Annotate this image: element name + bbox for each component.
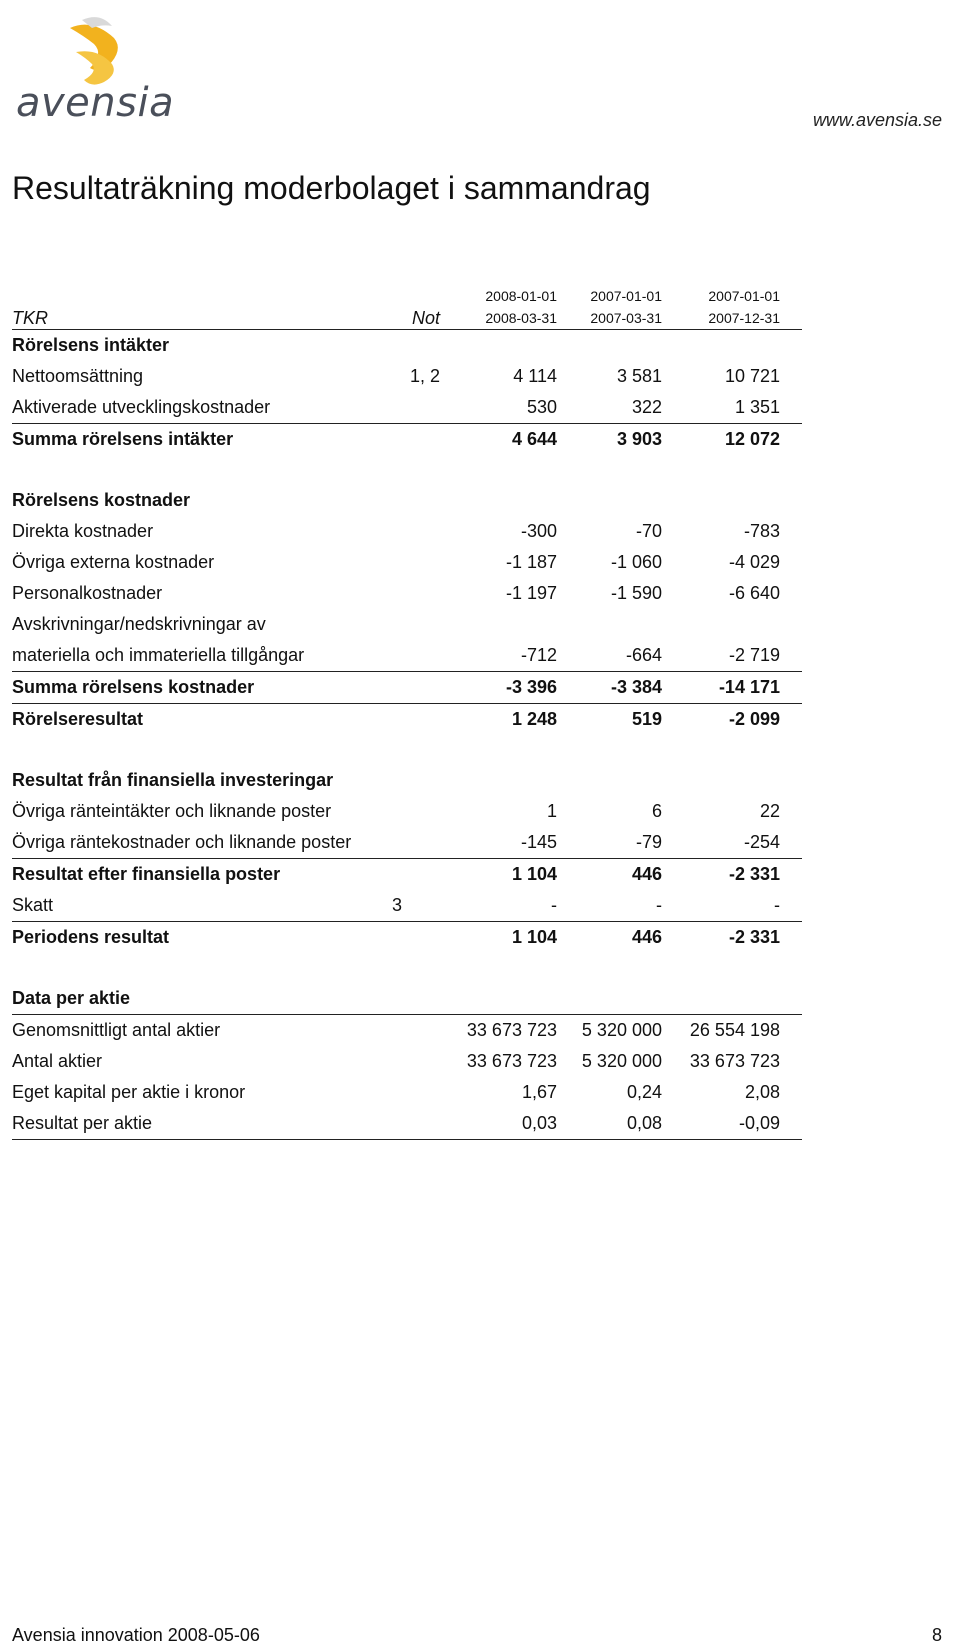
table-row: [12, 1046, 802, 1077]
table-row-total: [12, 704, 802, 735]
table-row-total: [12, 672, 802, 704]
period-1-to: 2008-03-31: [485, 310, 557, 326]
row-value-1: -712: [520, 645, 557, 665]
section-heading: [12, 485, 802, 516]
row-value-1: 1 248: [511, 709, 557, 729]
row-value-1: 33 673 723: [466, 1051, 557, 1071]
row-value-2: 5 320 000: [581, 1051, 662, 1071]
table-row: [12, 827, 802, 859]
period-3-to: 2007-12-31: [708, 310, 780, 326]
table-row: [12, 361, 802, 392]
row-value-1: 4 114: [513, 366, 557, 386]
row-value-1: -: [551, 895, 557, 915]
row-value-2: -3 384: [610, 677, 662, 697]
row-value-3: 12 072: [724, 429, 780, 449]
row-value-1: -145: [520, 832, 557, 852]
row-label: Rörelseresultat: [12, 709, 144, 729]
table-row: [12, 1108, 802, 1140]
row-value-1: -1 187: [505, 552, 557, 572]
row-value-2: 446: [631, 927, 662, 947]
logo-wordmark: avensia: [16, 80, 175, 126]
row-value-2: 6: [651, 801, 662, 821]
row-value-1: 1: [546, 801, 557, 821]
row-value-2: -664: [625, 645, 662, 665]
row-value-3: -0,09: [738, 1113, 780, 1133]
row-label: Summa rörelsens kostnader: [12, 677, 255, 697]
table-row: [12, 1077, 802, 1108]
section-heading: [12, 330, 802, 361]
spacer: [12, 455, 802, 485]
row-label: Skatt: [12, 895, 54, 915]
table-row: [12, 547, 802, 578]
row-value-2: 0,24: [626, 1082, 662, 1102]
footer-text: Avensia innovation 2008-05-06: [12, 1625, 260, 1645]
section-heading-label: Data per aktie: [12, 988, 131, 1008]
table-row: Skatt 3 - - -: [12, 890, 802, 922]
row-label: Aktiverade utvecklingskostnader: [12, 397, 271, 417]
row-value-2: -1 590: [610, 583, 662, 603]
row-label: Eget kapital per aktie i kronor: [12, 1082, 246, 1102]
table-row: [12, 392, 802, 424]
row-value-3: -6 640: [728, 583, 780, 603]
row-value-2: 446: [631, 864, 662, 884]
section-heading: [12, 765, 802, 796]
row-value-3: -4 029: [728, 552, 780, 572]
row-value-3: -: [774, 895, 780, 915]
row-label: Avskrivningar/nedskrivningar av: [12, 614, 266, 634]
row-value-1: 1 104: [511, 864, 557, 884]
row-label: Direkta kostnader: [12, 521, 154, 541]
row-value-1: 530: [526, 397, 557, 417]
row-value-2: 0,08: [626, 1113, 662, 1133]
table-row-label-continuation: [12, 609, 802, 640]
table-row: [12, 1015, 802, 1046]
row-label: Nettoomsättning: [12, 366, 144, 386]
row-value-1: 1,67: [521, 1082, 557, 1102]
row-value-3: 2,08: [744, 1082, 780, 1102]
row-value-2: -79: [635, 832, 662, 852]
page-title: Resultaträkning moderbolaget i sammandrag: [12, 170, 651, 206]
row-label: Resultat efter finansiella poster: [12, 864, 281, 884]
row-label: Periodens resultat: [12, 927, 170, 947]
row-label: Antal aktier: [12, 1051, 103, 1071]
row-label: Genomsnittligt antal aktier: [12, 1020, 221, 1040]
row-value-1: -3 396: [505, 677, 557, 697]
row-value-1: 1 104: [511, 927, 557, 947]
table-row: [12, 796, 802, 827]
spacer: [12, 953, 802, 983]
row-value-3: -2 099: [728, 709, 780, 729]
table-row-total: [12, 859, 802, 890]
row-value-3: -14 171: [718, 677, 780, 697]
period-2-from: 2007-01-01: [590, 288, 662, 304]
section-heading-label: Rörelsens intäkter: [12, 335, 170, 355]
row-value-2: -70: [635, 521, 662, 541]
row-value-3: -2 331: [728, 864, 780, 884]
table-row: [12, 516, 802, 547]
row-value-2: 322: [631, 397, 662, 417]
income-statement-table: [12, 285, 802, 1140]
row-label: Resultat per aktie: [12, 1113, 153, 1133]
spacer: [12, 735, 802, 765]
row-value-3: -2 331: [728, 927, 780, 947]
row-value-3: 10 721: [724, 366, 780, 386]
period-1-from: 2008-01-01: [485, 288, 557, 304]
row-value-3: 22: [759, 801, 780, 821]
row-value-2: 3 581: [616, 366, 662, 386]
row-value-3: -2 719: [728, 645, 780, 665]
row-label: Summa rörelsens intäkter: [12, 429, 234, 449]
site-url: www.avensia.se: [812, 110, 942, 130]
row-value-1: 33 673 723: [466, 1020, 557, 1040]
section-heading-label: Resultat från finansiella investeringar: [12, 770, 334, 790]
row-value-2: 519: [631, 709, 662, 729]
row-note: 1, 2: [409, 366, 440, 386]
section-heading-label: Rörelsens kostnader: [12, 490, 191, 510]
row-label: Personalkostnader: [12, 583, 163, 603]
currency-label: TKR: [12, 308, 48, 328]
row-value-3: -783: [743, 521, 780, 541]
row-value-2: 5 320 000: [581, 1020, 662, 1040]
row-value-2: -1 060: [610, 552, 662, 572]
row-value-1: 4 644: [511, 429, 557, 449]
row-value-2: -: [656, 895, 662, 915]
row-label: Övriga externa kostnader: [12, 552, 215, 572]
row-value-1: 0,03: [521, 1113, 557, 1133]
row-value-3: 26 554 198: [689, 1020, 780, 1040]
table-row-total: [12, 922, 802, 953]
row-value-1: -300: [520, 521, 557, 541]
row-value-2: 3 903: [616, 429, 662, 449]
row-label: materiella och immateriella tillgångar: [12, 645, 305, 665]
row-value-3: 33 673 723: [689, 1051, 780, 1071]
row-value-1: -1 197: [505, 583, 557, 603]
note-column-header: Not: [411, 308, 440, 328]
row-value-3: -254: [743, 832, 780, 852]
page-number: 8: [931, 1625, 942, 1645]
section-heading: [12, 983, 802, 1015]
period-3-from: 2007-01-01: [708, 288, 780, 304]
table-header-to-row: [12, 307, 802, 330]
row-label: Övriga ränteintäkter och liknande poster: [12, 801, 332, 821]
table-row: [12, 640, 802, 672]
row-value-3: 1 351: [734, 397, 780, 417]
row-label: Övriga räntekostnader och liknande poster: [12, 832, 352, 852]
table-row: [12, 578, 802, 609]
period-2-to: 2007-03-31: [590, 310, 662, 326]
table-header-from-row: [12, 285, 802, 307]
table-row-total: [12, 424, 802, 455]
